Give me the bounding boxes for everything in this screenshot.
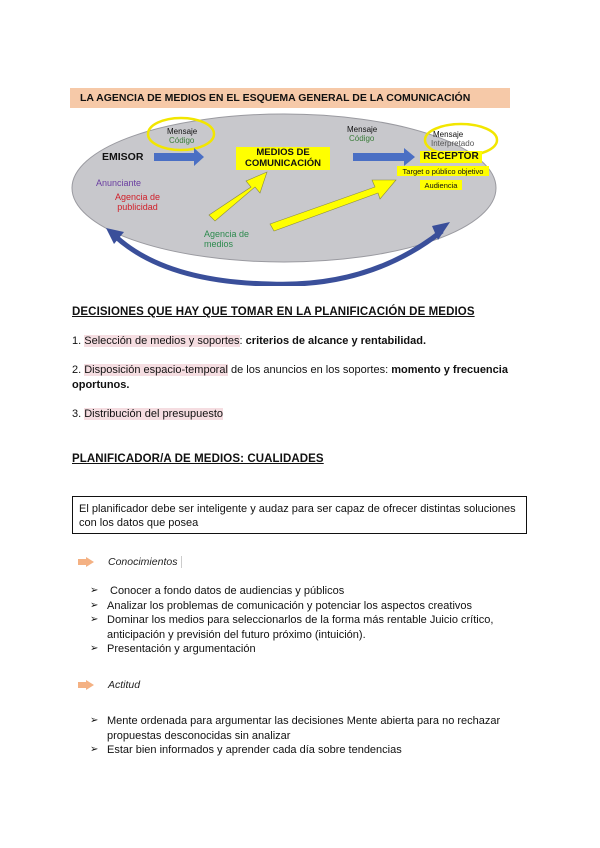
agencia-publicidad-label (115, 192, 160, 212)
codigo-left: Código (169, 136, 195, 145)
mensaje-left: Mensaje (167, 127, 198, 136)
list-item (90, 642, 510, 657)
decision-2-bold: momento y frecuencia oportunos. (72, 364, 508, 391)
list-item-text: Conocer a fondo datos de audiencias y públicos (110, 585, 345, 597)
decision-1-bold: criterios de alcance y rentabilidad. (245, 335, 427, 347)
decision-3-number: 3. (72, 408, 85, 420)
list-item-text: Estar bien informados y aprender cada día sobre tendencias (107, 744, 402, 756)
conocimientos-subhead (86, 556, 182, 574)
diagram-title: LA AGENCIA DE MEDIOS EN EL ESQUEMA GENERAL DE LA COMUNICACIÓN (70, 88, 510, 108)
list-item-text: Presentación y argumentación (107, 643, 256, 655)
list-item (90, 613, 510, 642)
planificador-heading: PLANIFICADOR/A DE MEDIOS: CUALIDADES (72, 453, 324, 465)
decision-2-highlight: Disposición espacio-temporal (84, 364, 228, 376)
bullet-arrow-icon: ➢ (90, 744, 99, 755)
agencia-medios-label (204, 229, 249, 249)
target-label: Target o público objetivo (402, 167, 484, 176)
decision-item-2 (72, 363, 528, 393)
mensaje-right: Mensaje (433, 130, 464, 139)
actitud-label: Actitud (108, 679, 141, 691)
emisor-label: EMISOR (102, 151, 144, 163)
decision-item-3 (72, 407, 528, 422)
decision-2-mid: de los anuncios en los soportes: (227, 364, 392, 376)
list-item (90, 584, 510, 599)
codigo-mid: Código (349, 134, 375, 143)
medios-label-line2: COMUNICACIÓN (245, 158, 321, 169)
list-item-text: Dominar los medios para seleccionarlos de la forma más rentable Juicio crítico, anticipación y previsión del futuro próximo (intuición). (107, 614, 494, 641)
decisiones-heading: DECISIONES QUE HAY QUE TOMAR EN LA PLANIFICACIÓN DE MEDIOS (72, 306, 475, 318)
list-item (90, 743, 510, 758)
bullet-arrow-icon: ➢ (90, 715, 99, 726)
actitud-subhead (86, 679, 144, 697)
agencia-publicidad-line2: publicidad (117, 202, 158, 212)
bullet-arrow-icon: ➢ (90, 585, 99, 596)
mensaje-mid: Mensaje (347, 125, 378, 134)
orange-arrow-icon (86, 557, 94, 567)
anunciante-label: Anunciante (96, 178, 142, 188)
list-item-text: Mente ordenada para argumentar las decisiones Mente abierta para no rechazar propuestas desconocidas sin analizar (107, 715, 501, 742)
planificador-box: El planificador debe ser inteligente y audaz para ser capaz de ofrecer distintas soluciones con los datos que posea (72, 496, 527, 534)
decision-1-highlight: Selección de medios y soportes (84, 335, 240, 347)
communication-diagram (70, 88, 510, 286)
decision-3-highlight: Distribución del presupuesto (84, 408, 224, 420)
list-item (90, 599, 510, 614)
bullet-arrow-icon: ➢ (90, 599, 99, 611)
decision-item-1 (72, 334, 528, 349)
list-item-text: Analizar los problemas de comunicación y potenciar los aspectos creativos (107, 599, 473, 612)
medios-label (236, 147, 330, 169)
audiencia-label: Audiencia (424, 181, 458, 190)
decision-1-mid: : (239, 335, 246, 347)
decision-1-number: 1. (72, 335, 85, 347)
conocimientos-list (90, 584, 510, 657)
bullet-arrow-icon: ➢ (90, 643, 99, 654)
orange-arrow-icon (86, 680, 94, 690)
receptor-label: RECEPTOR (423, 151, 479, 162)
agencia-medios-line2: medios (204, 239, 234, 249)
conocimientos-label: Conocimientos (104, 556, 182, 568)
bullet-arrow-icon: ➢ (90, 614, 99, 625)
actitud-list (90, 714, 510, 758)
agencia-medios-line1: Agencia de (204, 229, 250, 239)
decision-2-number: 2. (72, 364, 85, 376)
agencia-publicidad-line1: Agencia de (115, 192, 161, 202)
medios-label-line1: MEDIOS DE (256, 147, 310, 158)
interpretado-label: Interpretado (431, 139, 475, 148)
list-item (90, 714, 510, 743)
